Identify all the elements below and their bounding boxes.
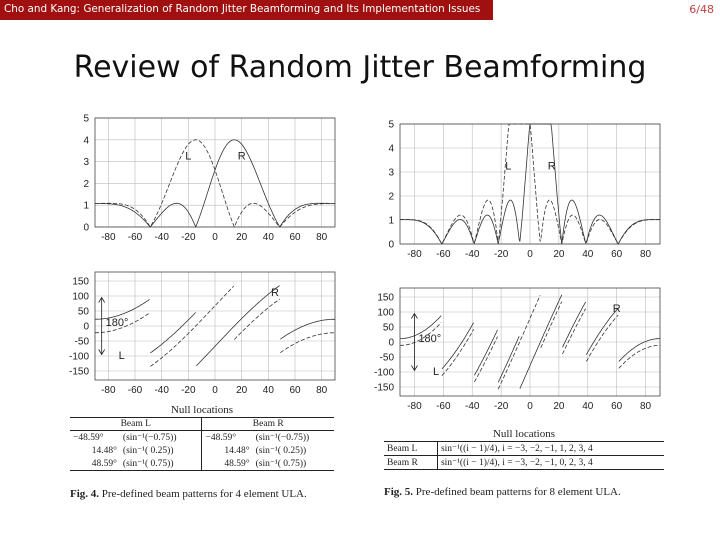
fig4-mag-xtick-label: 40 (262, 232, 274, 243)
fig5-mag-label-r: R (547, 160, 556, 173)
fig5-null-table (384, 427, 664, 470)
fig5-mag-ytick-label: 2 (388, 191, 394, 203)
fig5-mag-ytick-label: 4 (388, 143, 394, 155)
fig4-phase-xtick-label: -40 (154, 385, 169, 396)
fig5-phase-xtick-label: 60 (611, 401, 623, 412)
fig5-mag-xtick-label: -20 (493, 249, 509, 260)
table-cell: 48.59° (224, 458, 250, 469)
fig4-phase-ytick-label: 50 (77, 306, 89, 318)
fig4-mag-xtick-label: 60 (289, 232, 301, 243)
fig4-phase-ytick-label: 100 (72, 291, 89, 303)
fig5-table-title: Null locations (492, 428, 556, 440)
fig4-phase-xtick-label: -60 (127, 385, 143, 396)
fig4-mag-label-r: R (237, 150, 246, 163)
table-cell: 48.59° (91, 458, 117, 469)
fig4-mag-label-l: L (185, 150, 192, 163)
fig5-caption-label: Fig. 5. (384, 486, 414, 498)
fig4-phase-ytick-label: 150 (72, 276, 89, 288)
fig5-phase-xtick-label: 80 (639, 401, 652, 412)
fig5-phase-ytick-label: 0 (388, 337, 394, 349)
fig5-mag-ytick-label: 1 (388, 215, 394, 227)
table-cell: (sin⁻¹( 0.25)) (120, 444, 202, 457)
header-title: Cho and Kang: Generalization of Random Jitter Beamforming and Its Implementation Issues (4, 3, 481, 15)
fig4-mag-ytick-label: 2 (83, 178, 89, 190)
fig5-phase-xtick-label: 0 (527, 401, 533, 412)
fig5-mag-xtick-label: 80 (639, 249, 652, 260)
fig5-caption-text: Pre-defined beam patterns for 8 element ULA. (413, 486, 621, 498)
fig4-mag-xtick-label: 20 (236, 232, 248, 243)
table-cell: 14.48° (224, 445, 250, 456)
fig5-mag-ytick-label: 5 (388, 119, 394, 131)
table-cell: 14.48° (91, 445, 117, 456)
table-cell: sin⁻¹((i − 1)/4), i = −3, −2, −1, 1, 2, 3, 4 (440, 444, 593, 454)
fig4-phase-label-r: R (271, 287, 279, 299)
fig5-phase-xtick-label: -80 (407, 401, 422, 412)
fig5-phase-ytick-label: 100 (377, 307, 394, 319)
fig4-phase-label-l: L (118, 350, 125, 362)
fig4-null-table (70, 403, 334, 471)
fig5-mag-xtick-label: 0 (527, 249, 533, 260)
fig5-phase-xtick-label: 40 (582, 401, 594, 412)
fig5-phase-xtick-label: -20 (493, 401, 509, 412)
fig4-mag-xtick-label: -80 (101, 232, 116, 243)
fig5-phase-xtick-label: -40 (464, 401, 480, 412)
fig5-mag-xtick-label: -60 (436, 249, 451, 260)
table-cell: (sin⁻¹(−0.75)) (120, 431, 202, 445)
fig5-mag-xtick-label: 60 (611, 249, 623, 260)
fig4-mag-ytick-label: 1 (83, 200, 89, 212)
fig5-mag-xtick-label: -80 (407, 249, 422, 260)
fig4-table-title: Null locations (170, 404, 234, 416)
fig4-mag-xtick-label: -60 (127, 232, 143, 243)
table-cell: Beam L (384, 442, 437, 456)
fig4-mag-xtick-label: 80 (316, 232, 328, 243)
table-cell: (sin⁻¹( 0.75)) (255, 459, 307, 469)
header-bar (0, 0, 493, 20)
slide-title: Review of Random Jitter Beamforming (73, 50, 647, 85)
table-cell: Beam R (384, 456, 437, 470)
fig4-phase-xtick-label: 60 (289, 385, 301, 396)
fig4-phase-plot (55, 266, 345, 400)
fig4-phase-ytick-label: -100 (68, 351, 89, 363)
table-cell: −48.59° (205, 432, 237, 443)
table-cell: (sin⁻¹( 0.25)) (255, 446, 307, 456)
fig4-phase-ytick-label: 0 (83, 321, 89, 333)
table-cell: −48.59° (73, 432, 104, 443)
fig4-phase-xtick-label: -20 (181, 385, 196, 396)
fig4-phase-xtick-label: 40 (262, 385, 274, 396)
table-cell: sin⁻¹((i − 1)/4), i = −3, −2, −1, 0, 2, 3, 4 (440, 458, 593, 468)
fig5-phase-xtick-label: 20 (553, 401, 565, 412)
fig5-phase-label-l: L (433, 366, 440, 378)
fig4-mag-xtick-label: -20 (181, 232, 196, 243)
fig4-phase-xtick-label: 20 (236, 385, 248, 396)
table-cell: (sin⁻¹(−0.75)) (255, 433, 310, 443)
fig4-mag-xtick-label: 0 (212, 232, 218, 243)
fig4-mag-xtick-label: -40 (154, 232, 169, 243)
fig4-phase-ytick-label: -50 (74, 336, 89, 348)
fig4-col-beam-r: Beam R (252, 419, 284, 429)
fig5-mag-label-l: L (505, 160, 512, 173)
fig5-mag-xtick-label: 20 (553, 249, 565, 260)
fig4-phase-ytick-label: -150 (68, 366, 89, 378)
fig4-mag-ytick-label: 5 (83, 113, 89, 125)
fig4-col-beam-l: Beam L (70, 418, 202, 431)
fig5-phase-label-r: R (612, 303, 621, 315)
fig4-phase-annotation-label: 180° (105, 317, 129, 329)
fig5-caption (384, 486, 621, 498)
fig4-caption-text: Pre-defined beam patterns for 4 element ULA. (99, 488, 307, 500)
fig5-mag-xtick-label: 40 (582, 249, 594, 260)
fig4-phase-xtick-label: 0 (212, 385, 218, 396)
fig4-phase-xtick-label: 80 (316, 385, 328, 396)
fig5-mag-ytick-label: 3 (388, 167, 394, 179)
fig4-caption-label: Fig. 4. (70, 488, 100, 500)
fig4-mag-ytick-label: 0 (83, 222, 89, 234)
fig4-magnitude-plot (55, 112, 345, 247)
fig5-phase-xtick-label: -60 (436, 401, 451, 412)
fig4-mag-ytick-label: 4 (83, 135, 89, 147)
page-number: 6/48 (689, 3, 714, 16)
fig4-phase-xtick-label: -80 (101, 385, 116, 396)
fig5-phase-annotation-label: 180° (418, 333, 442, 345)
fig5-phase-ytick-label: 150 (377, 292, 394, 304)
fig5-phase-ytick-label: -150 (373, 382, 394, 394)
fig5-magnitude-plot (360, 118, 670, 264)
fig5-phase-ytick-label: -50 (379, 352, 394, 364)
fig5-phase-ytick-label: 50 (382, 322, 394, 334)
fig5-mag-xtick-label: -40 (464, 249, 480, 260)
fig5-mag-ytick-label: 0 (388, 239, 394, 251)
fig4-mag-ytick-label: 3 (83, 157, 89, 169)
table-cell: (sin⁻¹( 0.75)) (120, 457, 202, 471)
fig5-phase-ytick-label: -100 (373, 367, 394, 379)
fig5-phase-plot (360, 282, 670, 416)
fig4-caption (70, 488, 307, 500)
